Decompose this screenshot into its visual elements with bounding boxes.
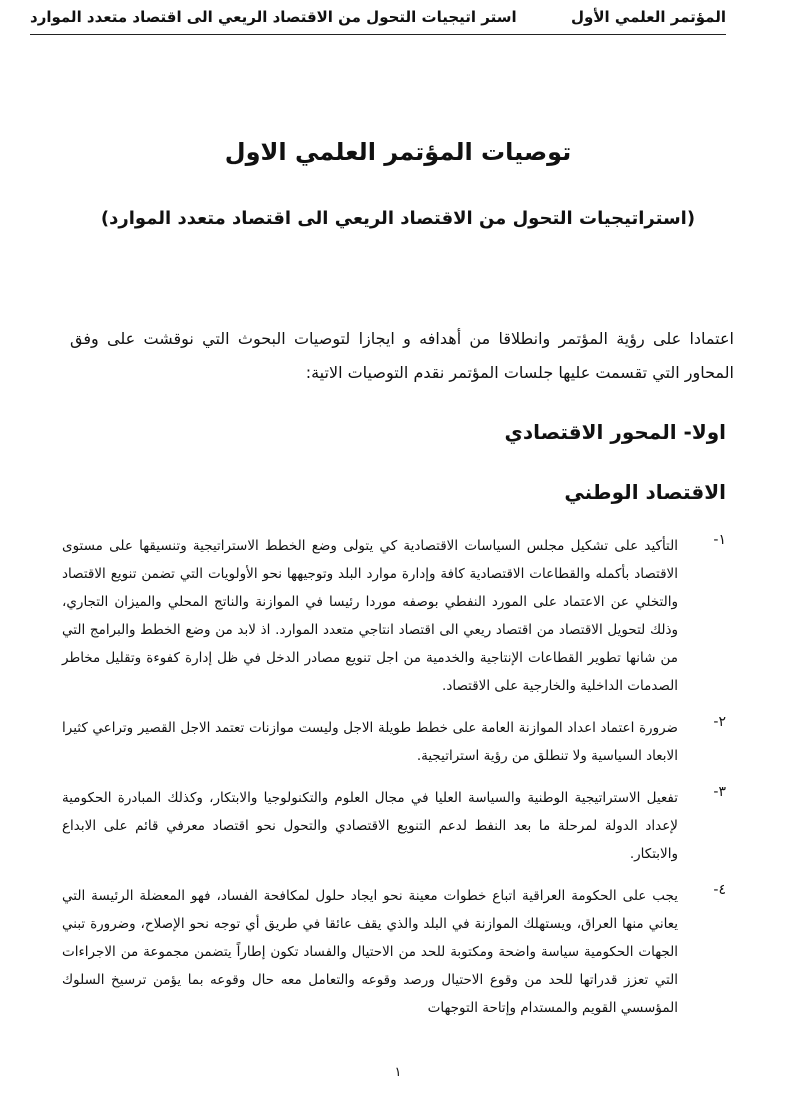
recommendation-text: التأكيد على تشكيل مجلس السياسات الاقتصادية كي يتولى وضع الخطط الاستراتيجية وتنسيقها على مستوى الاقتصاد بأكمله والقطاعات الاقتصادية كافة وإدارة موارد البلد وتوجيهها نحو الأولويات التي تضمن تنويع الاقتصاد والتخلي عن الاعتماد على المورد النفطي بوصفه موردا رئيسا في الموازنة والناتج المحلي والميزان التجاري، وذلك لتحويل الاقتصاد من اقتصاد ريعي الى اقتصاد انتاجي متعدد الموارد. اذ لابد من وضع الخطط والبرامج التي من شانها تطوير القطاعات الإنتاجية والخدمية من اجل تنويع مصادر الدخل في ظل إدارة كفوءة وتقليل مخاطر الصدمات الداخلية والخارجية على الاقتصاد. bbox=[62, 538, 678, 694]
recommendation-number: ٤- bbox=[713, 882, 726, 898]
recommendations-list bbox=[62, 532, 726, 1036]
intro-paragraph: اعتمادا على رؤية المؤتمر وانطلاقا من أهدافه و ايجازا لتوصيات البحوث التي نوقشت على وفق المحاور التي تقسمت عليها جلسات المؤتمر نقدم التوصيات الاتية: bbox=[70, 329, 734, 382]
list-item bbox=[62, 882, 726, 1022]
header-conference-theme: استر اتيجيات التحول من الاقتصاد الريعي الى اقتصاد متعدد الموارد bbox=[30, 8, 517, 26]
list-item bbox=[62, 784, 726, 868]
section-heading-national-economy: الاقتصاد الوطني bbox=[564, 480, 726, 504]
header-conference-name: المؤتمر العلمي الأول bbox=[571, 8, 726, 26]
page-title: توصيات المؤتمر العلمي الاول bbox=[224, 138, 572, 166]
list-item bbox=[62, 714, 726, 770]
page-subtitle: (استراتيجيات التحول من الاقتصاد الريعي الى اقتصاد متعدد الموارد) bbox=[100, 208, 696, 229]
recommendation-number: ٢- bbox=[713, 714, 726, 730]
page-number: ١ bbox=[394, 1065, 402, 1080]
recommendation-text: يجب على الحكومة العراقية اتباع خطوات معينة نحو ايجاد حلول لمكافحة الفساد، فهو المعضلة الرئيسة التي يعاني منها العراق، ويستهلك الموازنة في البلد والذي يقف عائقا في طريق أي توجه نحو الإصلاح، وضرورة تبني الجهات الحكومية سياسة واضحة ومكتوبة للحد من الاحتيال والفساد تكون إطاراً يتضمن مجموعة من الاجراءات التي تعزز قدراتها للحد من وقوع الاحتيال ورصد وقوعه والتعامل معه حال وقوعه بما يؤمن ترسيخ السلوك المؤسسي القويم والمستدام وإتاحة التوجهات bbox=[62, 888, 678, 1016]
section-heading-economic-axis: اولا- المحور الاقتصادي bbox=[504, 420, 726, 444]
recommendation-number: ٣- bbox=[713, 784, 726, 800]
list-item bbox=[62, 532, 726, 700]
recommendation-text: تفعيل الاستراتيجية الوطنية والسياسة العليا في مجال العلوم والتكنولوجيا والابتكار، وكذلك المبادرة الحكومية لإعداد الدولة لمرحلة ما بعد النفط لدعم التنويع الاقتصادي والتحول نحو اقتصاد معرفي قائم على الابداع والابتكار. bbox=[62, 790, 678, 862]
page-header bbox=[30, 0, 726, 35]
recommendation-number: ١- bbox=[713, 532, 726, 548]
recommendation-text: ضرورة اعتماد اعداد الموازنة العامة على خطط طويلة الاجل وليست موازنات تعتمد الاجل القصير وتراعي كثيرا الابعاد السياسية ولا تنطلق من رؤية استراتيجية. bbox=[62, 720, 678, 764]
